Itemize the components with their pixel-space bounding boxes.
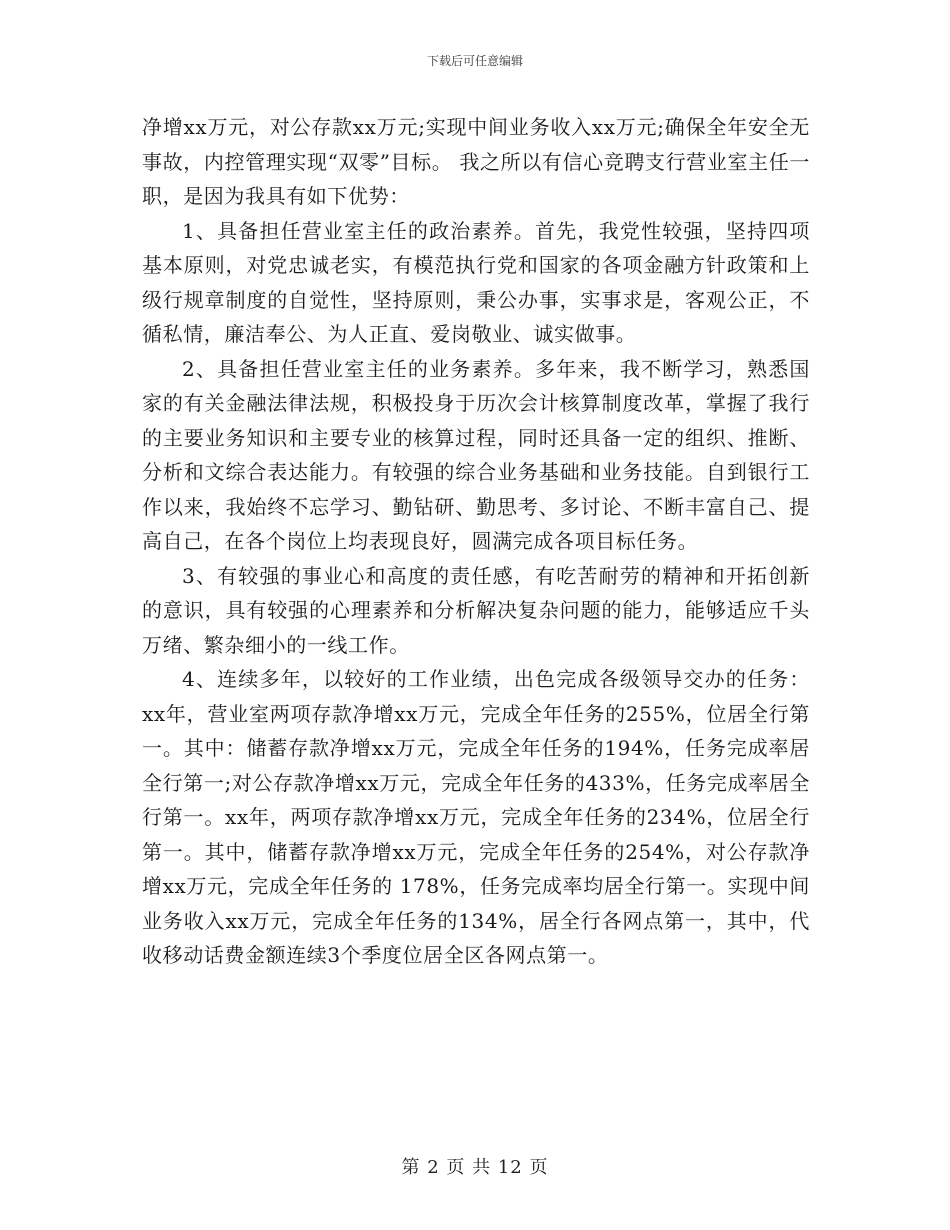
paragraph-intro-continued: 净增xx万元，对公存款xx万元;实现中间业务收入xx万元;确保全年安全无事故，内控管理实现“双零”目标。 我之所以有信心竞聘支行营业室主任一职，是因为我具有如下优势：	[142, 115, 810, 208]
paragraph-political-quality: 1、具备担任营业室主任的政治素养。首先，我党性较强，坚持四项基本原则，对党忠诚老实，有模范执行党和国家的各项金融方针政策和上级行规章制度的自觉性，坚持原则，秉公办事，实事求是，客观公正，不循私情，廉洁奉公、为人正直、爱岗敬业、诚实做事。	[142, 218, 810, 346]
document-body	[142, 110, 810, 973]
page-number-footer: 第 2 页 共 12 页	[401, 1157, 549, 1178]
paragraph-business-quality: 2、具备担任营业室主任的业务素养。多年来，我不断学习，熟悉国家的有关金融法律法规，积极投身于历次会计核算制度改革，掌握了我行的主要业务知识和主要专业的核算过程，同时还具备一定的组织、推断、分析和文综合表达能力。有较强的综合业务基础和业务技能。自到银行工作以来，我始终不忘学习、勤钻研、勤思考、多讨论、不断丰富自己、提高自己，在各个岗位上均表现良好，圆满完成各项目标任务。	[142, 356, 810, 553]
paragraph-performance: 4、连续多年，以较好的工作业绩，出色完成各级领导交办的任务：xx年，营业室两项存款净增xx万元，完成全年任务的255%，位居全行第一。其中：储蓄存款净增xx万元，完成全年任务的194%，任务完成率居全行第一;对公存款净增xx万元，完成全年任务的433%，任务完成率居全行第一。xx年，两项存款净增xx万元，完成全年任务的234%，位居全行第一。其中，储蓄存款净增xx万元，完成全年任务的254%，对公存款净增xx万元，完成全年任务的 178%，任务完成率均居全行第一。实现中间业务收入xx万元，完成全年任务的134%，居全行各网点第一，其中，代收移动话费金额连续3个季度位居全区各网点第一。	[142, 667, 810, 967]
page-header-note: 下载后可任意编辑	[426, 54, 523, 68]
paragraph-responsibility: 3、有较强的事业心和高度的责任感，有吃苦耐劳的精神和开拓创新的意识，具有较强的心理素养和分析解决复杂问题的能力，能够适应千头万绪、繁杂细小的一线工作。	[142, 563, 810, 657]
